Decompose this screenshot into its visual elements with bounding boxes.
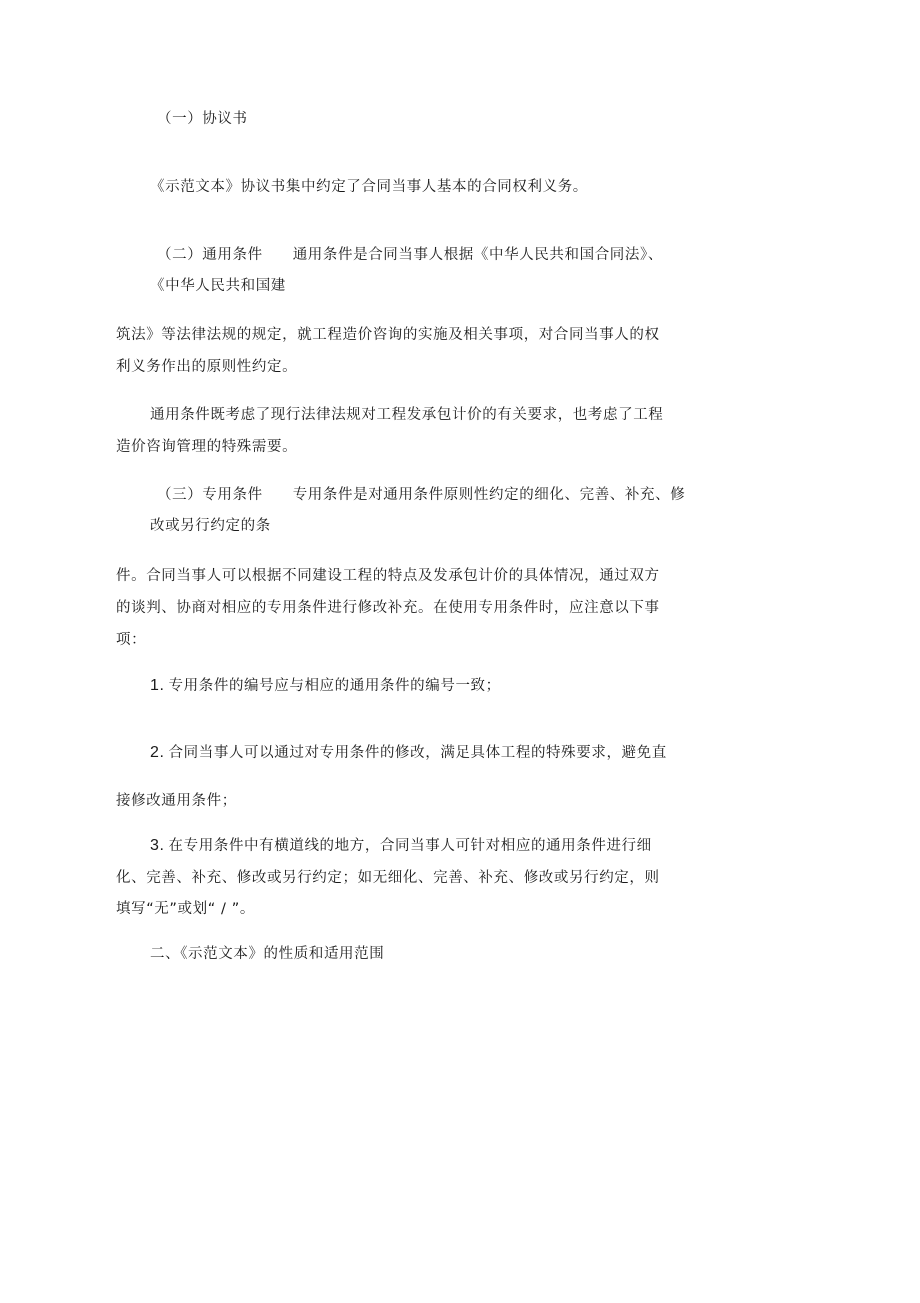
section-2-text: 筑法》等法律法规的规定，就工程造价咨询的实施及相关事项，对合同当事人的权 (116, 327, 660, 343)
section-2-note-line: 造价咨询管理的特殊需要。 (116, 439, 298, 455)
list-item-text: 在专用条件中有横道线的地方，合同当事人可针对相应的通用条件进行细 (168, 838, 652, 854)
section-2-first-line (157, 245, 663, 265)
list-item-text: 化、完善、补充、修改或另行约定；如无细化、完善、补充、修改或另行约定，则 (116, 870, 660, 886)
section-3-text: 的谈判、协商对相应的专用条件进行修改补充。在使用专用条件时，应注意以下事 (116, 600, 660, 616)
list-item-1 (150, 676, 501, 696)
section-2-text: 利义务作出的原则性约定。 (116, 359, 298, 375)
section-3-text: 改或另行约定的条 (150, 518, 271, 534)
section-2-text: 通用条件是合同当事人根据《中华人民共和国合同法》、 (292, 247, 663, 263)
section-3-text: 专用条件是对通用条件原则性约定的细化、完善、补充、修 (292, 487, 686, 503)
section-1-heading: （一）协议书 (157, 111, 248, 127)
list-item-text: 接修改通用条件； (116, 793, 237, 809)
section-3-heading: （三）专用条件 (157, 487, 263, 503)
list-item-text: 合同当事人可以通过对专用条件的修改，满足具体工程的特殊要求，避免直 (168, 745, 667, 761)
list-item-text: 填写“无”或划“ / ”。 (116, 901, 255, 917)
list-item-2 (150, 743, 667, 763)
section-2-note-line: 通用条件既考虑了现行法律法规对工程发承包计价的有关要求，也考虑了工程 (150, 407, 664, 423)
list-item-number: 1. (150, 677, 165, 694)
list-item-text: 专用条件的编号应与相应的通用条件的编号一致； (168, 678, 501, 694)
section-3-text: 件。合同当事人可以根据不同建设工程的特点及发承包计价的具体情况，通过双方 (116, 568, 660, 584)
section-2-text: 《中华人民共和国建 (150, 278, 286, 294)
list-item-number: 3. (150, 837, 165, 854)
section-1-body: 《示范文本》协议书集中约定了合同当事人基本的合同权利义务。 (150, 179, 588, 195)
list-item-number: 2. (150, 744, 165, 761)
section-2-heading: （二）通用条件 (157, 247, 263, 263)
list-item-3 (150, 836, 652, 856)
part-2-heading: 二、《示范文本》的性质和适用范围 (150, 946, 385, 962)
section-3-first-line (157, 485, 685, 505)
section-3-text: 项： (116, 632, 147, 648)
